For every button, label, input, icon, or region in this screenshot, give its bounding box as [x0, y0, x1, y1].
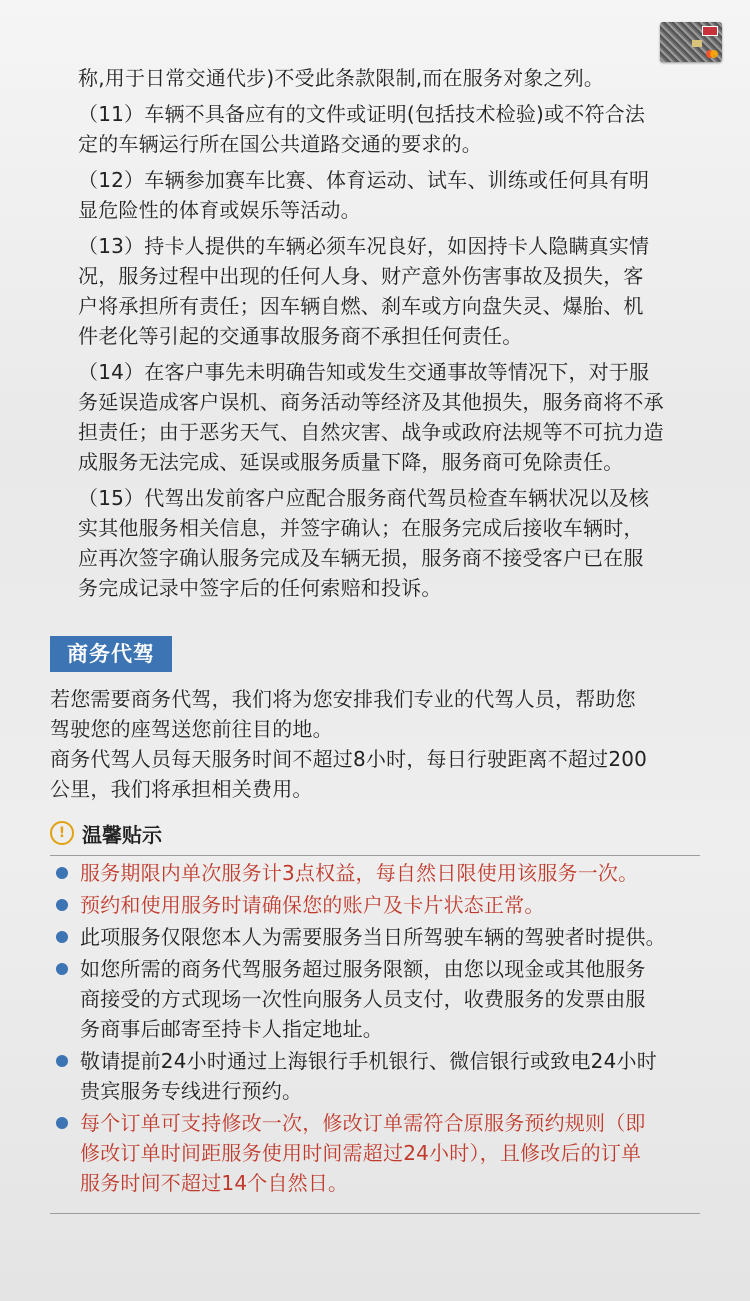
term-line: （14）在客户事先未明确告知或发生交通事故等情况下，对于服 — [78, 360, 650, 384]
tip-line: 预约和使用服务时请确保您的账户及卡片状态正常。 — [80, 893, 545, 917]
terms-list — [78, 63, 708, 603]
bullet-dot-icon — [56, 931, 68, 943]
term-line: 务完成记录中签字后的任何索赔和投诉。 — [78, 576, 442, 600]
tip-item — [50, 922, 710, 952]
card-chip-icon — [692, 40, 702, 47]
tips-header — [50, 818, 162, 848]
tip-line: 贵宾服务专线进行预约。 — [80, 1079, 303, 1103]
term-line: （13）持卡人提供的车辆必须车况良好，如因持卡人隐瞒真实情 — [78, 234, 650, 258]
tip-line: 此项服务仅限您本人为需要服务当日所驾驶车辆的驾驶者时提供。 — [80, 925, 666, 949]
bullet-dot-icon — [56, 899, 68, 911]
tip-line: 每个订单可支持修改一次，修改订单需符合原服务预约规则（即 — [80, 1111, 646, 1135]
tip-line: 服务时间不超过14个自然日。 — [80, 1171, 349, 1195]
tip-item — [50, 954, 710, 1044]
tip-line: 修改订单时间距服务使用时间需超过24小时），且修改后的订单 — [80, 1141, 642, 1165]
bullet-dot-icon — [56, 1055, 68, 1067]
tip-line: 如您所需的商务代驾服务超过服务限额，由您以现金或其他服务 — [80, 957, 646, 981]
term-line: （15）代驾出发前客户应配合服务商代驾员检查车辆状况以及核 — [78, 486, 650, 510]
term-line: 务延误造成客户误机、商务活动等经济及其他损失，服务商将不承 — [78, 390, 664, 414]
tip-line: 务商事后邮寄至持卡人指定地址。 — [80, 1017, 383, 1041]
tip-line: 服务期限内单次服务计3点权益，每自然日限使用该服务一次。 — [80, 861, 639, 885]
section-title: 商务代驾 — [50, 636, 172, 672]
term-line: 成服务无法完成、延误或服务质量下降，服务商可免除责任。 — [78, 450, 624, 474]
unionpay-logo-icon — [702, 26, 718, 36]
tip-line: 敬请提前24小时通过上海银行手机银行、微信银行或致电24小时 — [80, 1049, 657, 1073]
section-intro — [50, 684, 710, 804]
tip-item — [50, 1108, 710, 1198]
intro-line: 公里，我们将承担相关费用。 — [50, 777, 313, 801]
credit-card-icon — [660, 22, 722, 62]
term-paragraph — [78, 63, 708, 93]
term-line: 称,用于日常交通代步)不受此条款限制,而在服务对象之列。 — [78, 66, 605, 90]
bullet-dot-icon — [56, 1117, 68, 1129]
term-line: 件老化等引起的交通事故服务商不承担任何责任。 — [78, 324, 523, 348]
tip-item — [50, 858, 710, 888]
term-line: 实其他服务相关信息，并签字确认；在服务完成后接收车辆时， — [78, 516, 644, 540]
intro-line: 驾驶您的座驾送您前往目的地。 — [50, 717, 333, 741]
term-line: （12）车辆参加赛车比赛、体育运动、试车、训练或任何具有明 — [78, 168, 650, 192]
tip-item — [50, 890, 710, 920]
tips-title: 温馨贴示 — [82, 822, 162, 847]
divider — [50, 1213, 700, 1214]
term-line: 显危险性的体育或娱乐等活动。 — [78, 198, 361, 222]
term-paragraph — [78, 99, 708, 159]
term-line: 户将承担所有责任；因车辆自燃、刹车或方向盘失灵、爆胎、机 — [78, 294, 644, 318]
term-line: 定的车辆运行所在国公共道路交通的要求的。 — [78, 132, 482, 156]
term-line: （11）车辆不具备应有的文件或证明(包括技术检验)或不符合法 — [78, 102, 646, 126]
term-paragraph — [78, 165, 708, 225]
term-paragraph — [78, 483, 708, 603]
intro-line: 若您需要商务代驾，我们将为您安排我们专业的代驾人员，帮助您 — [50, 687, 636, 711]
exclamation-circle-icon: ! — [50, 821, 74, 845]
bullet-dot-icon — [56, 963, 68, 975]
tip-line: 商接受的方式现场一次性向服务人员支付，收费服务的发票由服 — [80, 987, 646, 1011]
term-line: 应再次签字确认服务完成及车辆无损，服务商不接受客户已在服 — [78, 546, 644, 570]
term-line: 担责任；由于恶劣天气、自然灾害、战争或政府法规等不可抗力造 — [78, 420, 664, 444]
mastercard-logo-icon — [706, 50, 718, 58]
tip-item — [50, 1046, 710, 1106]
term-line: 况，服务过程中出现的任何人身、财产意外伤害事故及损失，客 — [78, 264, 644, 288]
term-paragraph — [78, 231, 708, 351]
divider — [50, 855, 700, 856]
intro-line: 商务代驾人员每天服务时间不超过8小时，每日行驶距离不超过200 — [50, 747, 648, 771]
tips-list — [50, 858, 710, 1198]
term-paragraph — [78, 357, 708, 477]
bullet-dot-icon — [56, 867, 68, 879]
